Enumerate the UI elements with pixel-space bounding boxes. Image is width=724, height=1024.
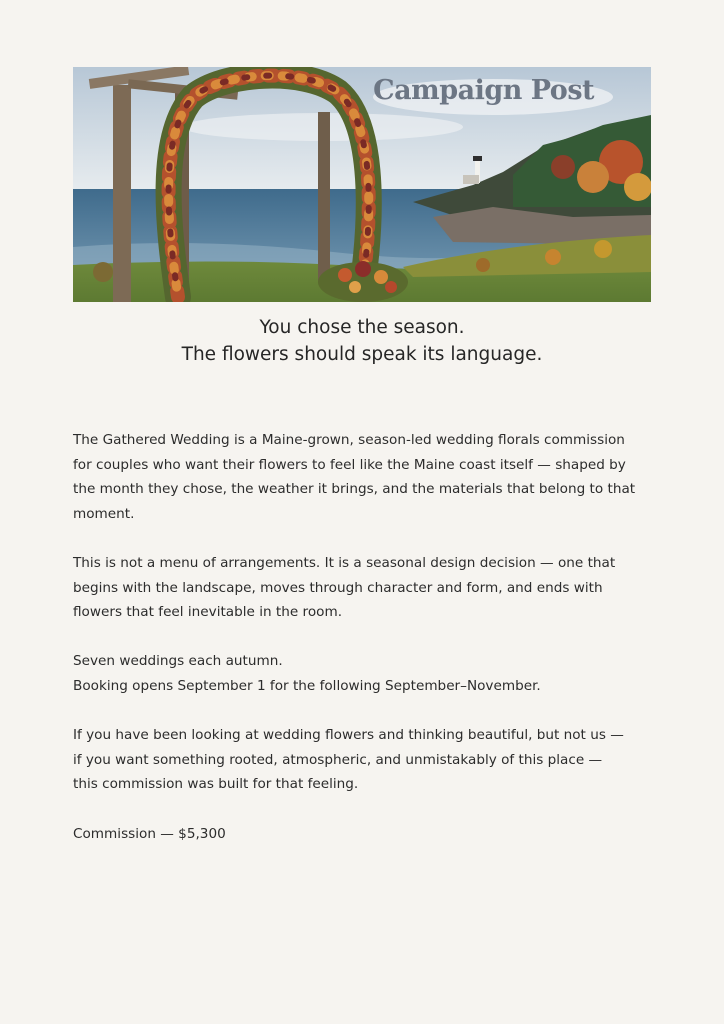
- paragraph-line: If you have been looking at wedding flowers and thinking beautiful, but not us —: [73, 727, 624, 744]
- paragraph-line: if you want something rooted, atmospheric, and unmistakably of this place —: [73, 751, 603, 768]
- paragraph-line: Seven weddings each autumn.: [73, 653, 283, 670]
- hero-title: Campaign Post: [373, 75, 594, 106]
- tagline-line-2: The flowers should speak its language.: [181, 344, 543, 365]
- paragraph-availability: [73, 649, 651, 698]
- tagline: [0, 314, 724, 368]
- paragraph-line: for couples who want their flowers to feel like the Maine coast itself — shaped by: [73, 456, 626, 473]
- commission-price: Commission — $5,300: [73, 825, 226, 842]
- paragraph-intro: [73, 428, 651, 526]
- paragraph-audience: [73, 723, 651, 797]
- paragraph-line: moment.: [73, 505, 135, 522]
- paragraph-approach: [73, 551, 651, 625]
- paragraph-price: [73, 822, 651, 847]
- paragraph-line: This is not a menu of arrangements. It is a seasonal design decision — one that: [73, 554, 616, 571]
- paragraph-line: Booking opens September 1 for the following September–November.: [73, 677, 541, 694]
- paragraph-line: flowers that feel inevitable in the room.: [73, 604, 343, 621]
- tagline-line-1: You chose the season.: [259, 317, 465, 338]
- paragraph-line: this commission was built for that feeling.: [73, 776, 359, 793]
- paragraph-line: begins with the landscape, moves through character and form, and ends with: [73, 579, 603, 596]
- paragraph-line: the month they chose, the weather it brings, and the materials that belong to that: [73, 481, 636, 498]
- paragraph-line: The Gathered Wedding is a Maine-grown, season-led wedding florals commission: [73, 432, 625, 448]
- hero-banner: [73, 67, 651, 302]
- body-copy: [73, 428, 651, 871]
